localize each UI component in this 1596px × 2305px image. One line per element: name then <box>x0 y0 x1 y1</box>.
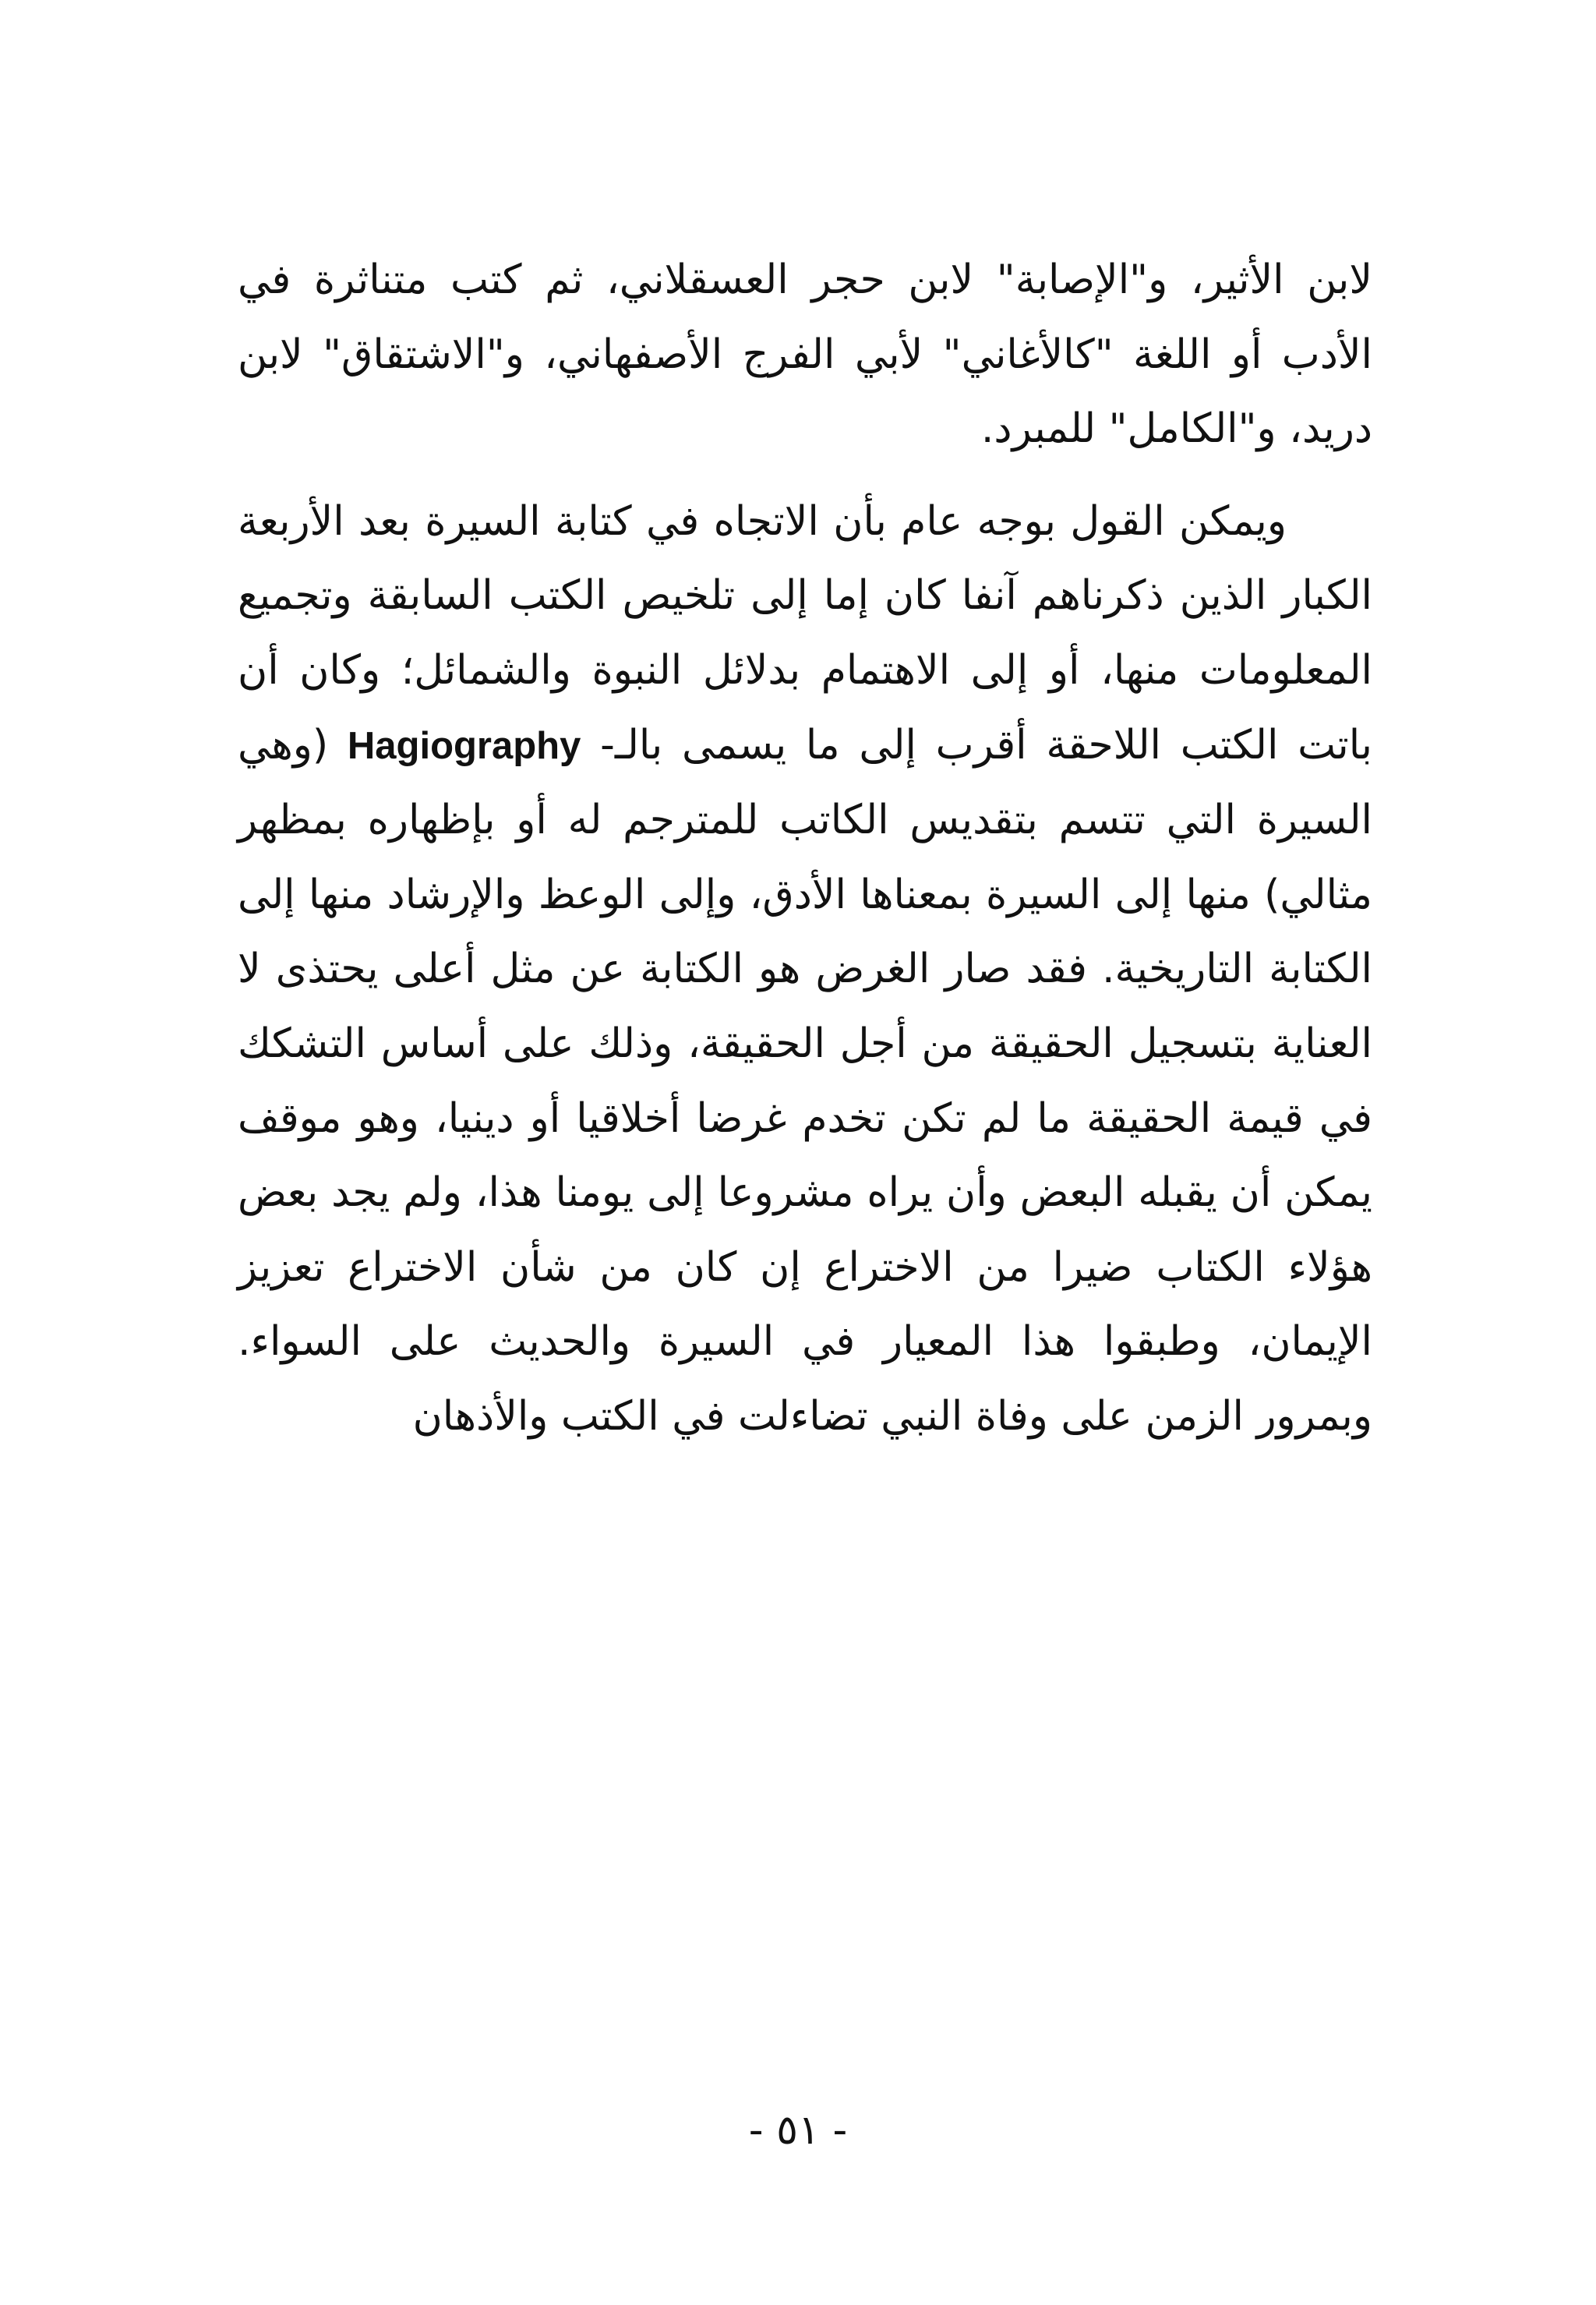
body-text <box>238 243 1372 1455</box>
paragraph-2 <box>238 485 1372 1455</box>
paragraph-2-before-term: ويمكن القول بوجه عام بأن الاتجاه في كتابة السيرة بعد الأربعة الكبار الذين ذكرناهم آنفا كان إما إلى تلخيص الكتب السابقة وتجميع المعلومات منها، أو إلى الاهتمام بدلائل النبوة والشمائل؛ وكان أن باتت الكتب اللاحقة أقرب إلى ما يسمى بالـ- <box>238 497 1373 769</box>
latin-term-hagiography: Hagiography <box>347 724 581 767</box>
paragraph-2-after-term: (وهي السيرة التي تتسم بتقديس الكاتب للمترجم له أو بإظهاره بمظهر مثالي) منها إلى السيرة بمعناها الأدق، وإلى الوعظ والإرشاد منها إلى الكتابة التاريخية. فقد صار الغرض هو الكتابة عن مثل أعلى يحتذى لا العناية بتسجيل الحقيقة من أجل الحقيقة، وذلك على أساس التشكك في قيمة الحقيقة ما لم تكن تخدم غرضا أخلاقيا أو دينيا، وهو موقف يمكن أن يقبله البعض وأن يراه مشروعا إلى يومنا هذا، ولم يجد بعض هؤلاء الكتاب ضيرا من الاختراع إن كان من شأن الاختراع تعزيز الإيمان، وطبقوا هذا المعيار في السيرة والحديث على السواء. وبمرور الزمن على وفاة النبي تضاءلت في الكتب والأذهان <box>238 721 1372 1440</box>
paragraph-1: لابن الأثير، و"الإصابة" لابن حجر العسقلاني، ثم كتب متناثرة في الأدب أو اللغة "كالأغاني" لأبي الفرج الأصفهاني، و"الاشتقاق" لابن دريد، و"الكامل" للمبرد. <box>238 256 1372 453</box>
page-number: - ٥١ - <box>748 2107 848 2154</box>
